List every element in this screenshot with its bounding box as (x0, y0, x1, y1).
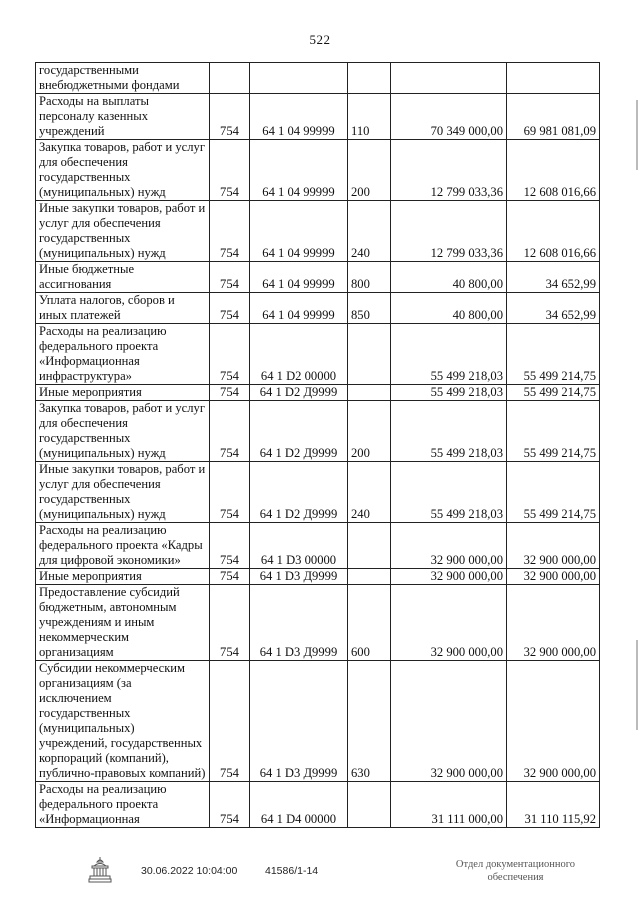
cell-amount-plan: 40 800,00 (391, 262, 507, 293)
cell-name: Уплата налогов, сборов и иных платежей (36, 293, 210, 324)
cell-name: Расходы на реализацию федерального проекта «Информационная (36, 782, 210, 828)
cell-csr: 64 1 D3 Д9999 (250, 569, 348, 585)
cell-amount-plan: 55 499 218,03 (391, 324, 507, 385)
cell-amount-plan: 55 499 218,03 (391, 385, 507, 401)
cell-amount-fact: 55 499 214,75 (507, 324, 600, 385)
cell-amount-fact: 34 652,99 (507, 262, 600, 293)
cell-amount-fact: 32 900 000,00 (507, 585, 600, 661)
cell-grbs: 754 (210, 462, 250, 523)
page-number: 522 (309, 32, 331, 47)
cell-amount-plan: 31 111 000,00 (391, 782, 507, 828)
cell-grbs: 754 (210, 401, 250, 462)
cell-vr: 240 (348, 462, 391, 523)
cell-grbs (210, 63, 250, 94)
cell-name: Субсидии некоммерческим организациям (за исключением государственных (муниципальных) учреждений, государственных корпораций (компаний), публично-правовых компаний) (36, 661, 210, 782)
cell-vr (348, 523, 391, 569)
cell-amount-plan: 32 900 000,00 (391, 661, 507, 782)
footer-department-line1: Отдел документационного (455, 859, 576, 870)
cell-name: Расходы на реализацию федерального проекта «Информационная инфраструктура» (36, 324, 210, 385)
cell-name: Иные мероприятия (36, 385, 210, 401)
cell-grbs: 754 (210, 523, 250, 569)
cell-amount-fact: 12 608 016,66 (507, 140, 600, 201)
cell-csr (250, 63, 348, 94)
cell-vr: 600 (348, 585, 391, 661)
cell-csr: 64 1 D2 Д9999 (250, 401, 348, 462)
cell-name: Закупка товаров, работ и услуг для обеспечения государственных (муниципальных) нужд (36, 401, 210, 462)
cell-name: государственными внебюджетными фондами (36, 63, 210, 94)
table-row (36, 140, 600, 201)
cell-name: Расходы на реализацию федерального проекта «Кадры для цифровой экономики» (36, 523, 210, 569)
cell-csr: 64 1 D2 00000 (250, 324, 348, 385)
cell-amount-fact: 12 608 016,66 (507, 201, 600, 262)
cell-amount-plan: 32 900 000,00 (391, 585, 507, 661)
cell-amount-plan: 55 499 218,03 (391, 462, 507, 523)
cell-name: Расходы на выплаты персоналу казенных учреждений (36, 94, 210, 140)
footer-registration-number: 41586/1-14 (265, 865, 319, 877)
cell-csr: 64 1 D3 00000 (250, 523, 348, 569)
table-row (36, 782, 600, 828)
cell-grbs: 754 (210, 569, 250, 585)
cell-csr: 64 1 04 99999 (250, 262, 348, 293)
cell-vr (348, 324, 391, 385)
cell-vr (348, 385, 391, 401)
cell-vr: 800 (348, 262, 391, 293)
cell-vr: 110 (348, 94, 391, 140)
footer-department-line2: обеспечения (487, 872, 544, 883)
cell-csr: 64 1 D3 Д9999 (250, 585, 348, 661)
table-row (36, 63, 600, 94)
cell-csr: 64 1 D3 Д9999 (250, 661, 348, 782)
cell-grbs: 754 (210, 585, 250, 661)
cell-grbs: 754 (210, 140, 250, 201)
cell-name: Закупка товаров, работ и услуг для обеспечения государственных (муниципальных) нужд (36, 140, 210, 201)
scan-edge-mark (636, 640, 638, 730)
footer-datetime: 30.06.2022 10:04:00 (141, 865, 238, 877)
footer-department (428, 858, 603, 884)
table-row (36, 385, 600, 401)
cell-amount-fact: 32 900 000,00 (507, 569, 600, 585)
cell-amount-plan: 40 800,00 (391, 293, 507, 324)
cell-amount-fact (507, 63, 600, 94)
cell-vr: 850 (348, 293, 391, 324)
cell-csr: 64 1 04 99999 (250, 94, 348, 140)
cell-name: Иные закупки товаров, работ и услуг для обеспечения государственных (муниципальных) нужд (36, 201, 210, 262)
cell-amount-plan: 32 900 000,00 (391, 569, 507, 585)
cell-vr (348, 569, 391, 585)
cell-vr (348, 63, 391, 94)
table-row (36, 661, 600, 782)
duma-building-emblem-icon (88, 856, 112, 884)
table-row (36, 324, 600, 385)
table-row (36, 293, 600, 324)
table-row (36, 201, 600, 262)
cell-amount-fact: 32 900 000,00 (507, 661, 600, 782)
cell-vr: 240 (348, 201, 391, 262)
table-row (36, 262, 600, 293)
cell-amount-plan: 12 799 033,36 (391, 201, 507, 262)
cell-name: Иные мероприятия (36, 569, 210, 585)
cell-name: Иные бюджетные ассигнования (36, 262, 210, 293)
cell-name: Иные закупки товаров, работ и услуг для обеспечения государственных (муниципальных) нужд (36, 462, 210, 523)
cell-amount-plan: 12 799 033,36 (391, 140, 507, 201)
cell-grbs: 754 (210, 324, 250, 385)
cell-vr: 200 (348, 140, 391, 201)
table-row (36, 94, 600, 140)
cell-amount-plan: 55 499 218,03 (391, 401, 507, 462)
table-row (36, 523, 600, 569)
cell-amount-fact: 55 499 214,75 (507, 385, 600, 401)
cell-grbs: 754 (210, 782, 250, 828)
table-row (36, 462, 600, 523)
cell-amount-fact: 69 981 081,09 (507, 94, 600, 140)
cell-vr (348, 782, 391, 828)
cell-amount-plan: 32 900 000,00 (391, 523, 507, 569)
cell-amount-fact: 34 652,99 (507, 293, 600, 324)
budget-table-body (36, 63, 600, 828)
cell-grbs: 754 (210, 262, 250, 293)
scan-edge-mark (636, 100, 638, 170)
cell-grbs: 754 (210, 293, 250, 324)
cell-amount-fact: 32 900 000,00 (507, 523, 600, 569)
cell-csr: 64 1 04 99999 (250, 293, 348, 324)
cell-vr: 630 (348, 661, 391, 782)
cell-grbs: 754 (210, 385, 250, 401)
table-row (36, 585, 600, 661)
cell-amount-fact: 55 499 214,75 (507, 462, 600, 523)
cell-amount-fact: 55 499 214,75 (507, 401, 600, 462)
cell-grbs: 754 (210, 661, 250, 782)
cell-grbs: 754 (210, 201, 250, 262)
cell-vr: 200 (348, 401, 391, 462)
cell-amount-fact: 31 110 115,92 (507, 782, 600, 828)
cell-csr: 64 1 D2 Д9999 (250, 462, 348, 523)
cell-csr: 64 1 D4 00000 (250, 782, 348, 828)
cell-csr: 64 1 04 99999 (250, 140, 348, 201)
table-row (36, 401, 600, 462)
budget-table (35, 62, 600, 828)
cell-csr: 64 1 D2 Д9999 (250, 385, 348, 401)
cell-grbs: 754 (210, 94, 250, 140)
cell-amount-plan (391, 63, 507, 94)
cell-amount-plan: 70 349 000,00 (391, 94, 507, 140)
cell-name: Предоставление субсидий бюджетным, автономным учреждениям и иным некоммерческим организациям (36, 585, 210, 661)
table-row (36, 569, 600, 585)
cell-csr: 64 1 04 99999 (250, 201, 348, 262)
